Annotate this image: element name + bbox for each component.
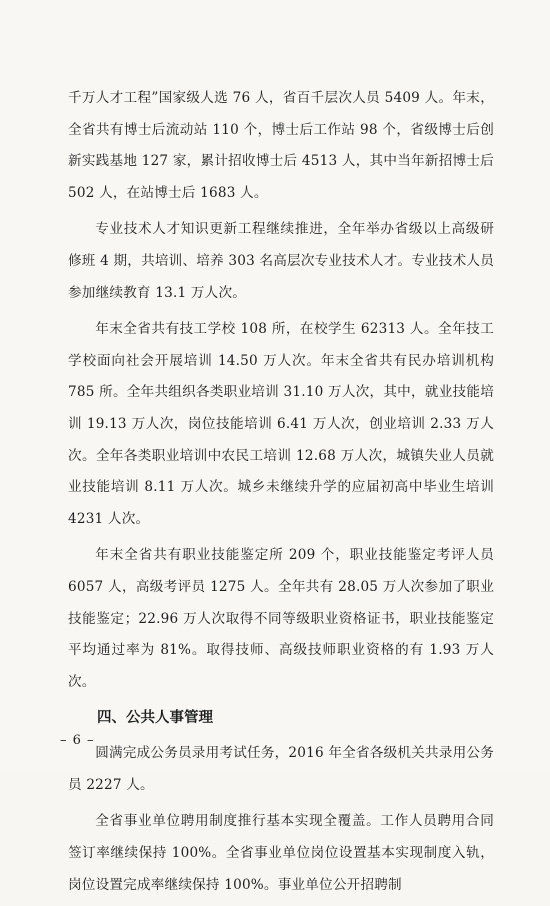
section-heading: 四、公共人事管理 [97,710,213,727]
paragraph-civil-servant: 圆满完成公务员录用考试任务，2016 年全省各级机关共录用公务员 2227 人。 [68,745,494,793]
paragraph-talent-project: 千万人才工程”国家级人选 76 人，省百千层次人员 5409 人。年末，全省共有博士后流动站 110 个，博士后工作站 98 个，省级博士后创新实践基地 127 家，累计招收博士后 4513 人，其中当年新招博士后 502 人，在站博士后 1683 人。 [68,90,494,201]
paragraph-technical-schools: 年末全省共有技工学校 108 所，在校学生 62313 人。全年技工学校面向社会开展培训 14.50 万人次。年末全省共有民办培训机构 785 所。全年共组织各类职业培训 31.10 万人次，其中，就业技能培训 19.13 万人次，岗位技能培训 6.41 万人次，创业培训 2.33 万人次。全年各类职业培训中农民工培训 12.68 万人次，城镇失业人员就业技能培训 8.11 万人次。城乡未继续升学的应届初高中毕业生培训 4231 人次。 [68,321,494,527]
paragraph-public-institutions: 全省事业单位聘用制度推行基本实现全覆盖。工作人员聘用合同签订率继续保持 100%。全省事业单位岗位设置基本实现制度入轨，岗位设置完成率继续保持 100%。事业单位公开招聘制 [68,813,494,893]
body-text [68,83,494,906]
paragraph-skill-appraisal: 年末全省共有职业技能鉴定所 209 个，职业技能鉴定考评人员 6057 人，高级考评员 1275 人。全年共有 28.05 万人次参加了职业技能鉴定；22.96 万人次取得不同等级职业资格证书，职业技能鉴定平均通过率为 81%。取得技师、高级技师职业资格的有 1.93 万人次。 [68,547,494,690]
page-number: – 6 – [60,733,95,748]
paragraph-knowledge-update: 专业技术人才知识更新工程继续推进，全年举办省级以上高级研修班 4 期，共培训、培养 303 名高层次专业技术人才。专业技术人员参加继续教育 13.1 万人次。 [68,221,494,301]
